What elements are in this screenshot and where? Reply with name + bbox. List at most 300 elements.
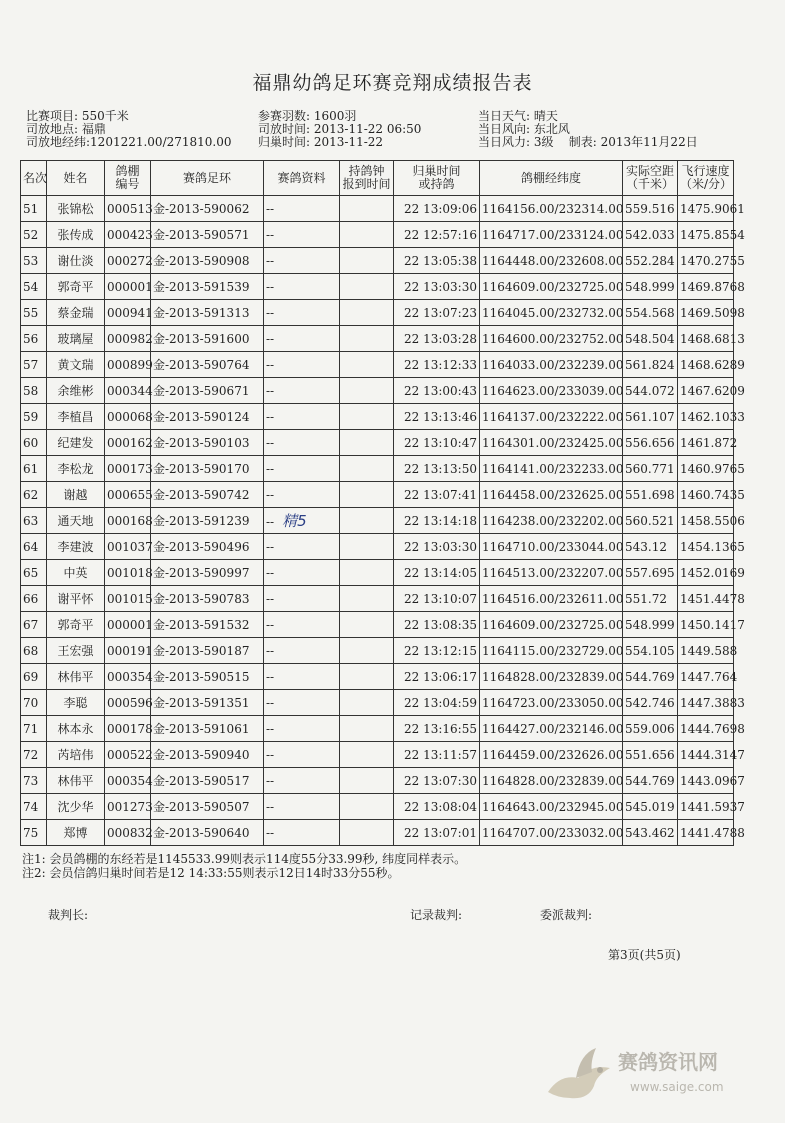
cell-arrival-time: 22 13:07:01: [394, 820, 480, 846]
cell-distance: 561.107: [623, 404, 678, 430]
cell-loft-id: 000162: [105, 430, 151, 456]
cell-speed: 1452.0169: [678, 560, 734, 586]
cell-distance: 557.695: [623, 560, 678, 586]
cell-speed: 1469.5098: [678, 300, 734, 326]
cell-name: 玻璃屋: [47, 326, 105, 352]
cell-distance: 560.521: [623, 508, 678, 534]
cell-pigeon-info: --: [264, 768, 340, 794]
cell-arrival-time: 22 13:06:17: [394, 664, 480, 690]
cell-speed: 1444.7698: [678, 716, 734, 742]
cell-ring: 金-2013-590783: [151, 586, 264, 612]
cell-speed: 1449.588: [678, 638, 734, 664]
table-row: [21, 482, 734, 508]
table-row: [21, 352, 734, 378]
cell-speed: 1444.3147: [678, 742, 734, 768]
chief-judge-label: 裁判长:: [48, 908, 89, 922]
cell-distance: 551.72: [623, 586, 678, 612]
cell-arrival-time: 22 13:04:59: [394, 690, 480, 716]
cell-ring: 金-2013-590908: [151, 248, 264, 274]
cell-rank: 65: [21, 560, 47, 586]
table-row: [21, 820, 734, 846]
cell-clock-time: [340, 248, 394, 274]
cell-speed: 1450.1417: [678, 612, 734, 638]
cell-loft-coord: 1164137.00/232222.00: [480, 404, 623, 430]
cell-speed: 1447.764: [678, 664, 734, 690]
cell-arrival-time: 22 13:08:04: [394, 794, 480, 820]
cell-pigeon-info: --: [264, 274, 340, 300]
cell-arrival-time: 22 13:12:33: [394, 352, 480, 378]
cell-ring: 金-2013-591061: [151, 716, 264, 742]
cell-arrival-time: 22 13:13:46: [394, 404, 480, 430]
cell-name: 王宏强: [47, 638, 105, 664]
cell-speed: 1460.9765: [678, 456, 734, 482]
cell-distance: 552.284: [623, 248, 678, 274]
cell-name: 沈少华: [47, 794, 105, 820]
cell-distance: 545.019: [623, 794, 678, 820]
cell-distance: 544.769: [623, 768, 678, 794]
info-middle: [258, 110, 421, 149]
cell-distance: 551.656: [623, 742, 678, 768]
cell-loft-id: 000001: [105, 274, 151, 300]
cell-arrival-time: 22 13:03:30: [394, 534, 480, 560]
table-row: [21, 430, 734, 456]
cell-pigeon-info: --: [264, 430, 340, 456]
table-row: [21, 326, 734, 352]
cell-rank: 59: [21, 404, 47, 430]
cell-name: 张传成: [47, 222, 105, 248]
cell-clock-time: [340, 508, 394, 534]
cell-loft-id: 000423: [105, 222, 151, 248]
cell-speed: 1475.9061: [678, 196, 734, 222]
cell-distance: 544.769: [623, 664, 678, 690]
cell-name: 余维彬: [47, 378, 105, 404]
cell-pigeon-info: --: [264, 690, 340, 716]
cell-rank: 72: [21, 742, 47, 768]
cell-loft-id: 000272: [105, 248, 151, 274]
table-row: [21, 196, 734, 222]
cell-distance: 548.999: [623, 612, 678, 638]
cell-rank: 62: [21, 482, 47, 508]
cell-speed: 1470.2755: [678, 248, 734, 274]
cell-clock-time: [340, 430, 394, 456]
cell-distance: 560.771: [623, 456, 678, 482]
table-row: [21, 560, 734, 586]
cell-rank: 66: [21, 586, 47, 612]
page-number: 第3页(共5页): [608, 948, 681, 962]
cell-name: 林伟平: [47, 664, 105, 690]
cell-arrival-time: 22 13:11:57: [394, 742, 480, 768]
entries-info: 参赛羽数: 1600羽: [258, 109, 357, 123]
cell-rank: 51: [21, 196, 47, 222]
cell-arrival-time: 22 13:07:41: [394, 482, 480, 508]
cell-loft-coord: 1164238.00/232202.00: [480, 508, 623, 534]
cell-pigeon-info: --: [264, 300, 340, 326]
cell-speed: 1468.6813: [678, 326, 734, 352]
note-2: 注2: 会员信鸽归巢时间若是12 14:33:55则表示12日14时33分55秒。: [22, 866, 400, 880]
watermark-text: 赛鸽资讯网: [618, 1050, 718, 1074]
cell-loft-id: 000899: [105, 352, 151, 378]
table-row: [21, 768, 734, 794]
cell-rank: 54: [21, 274, 47, 300]
cell-speed: 1461.872: [678, 430, 734, 456]
cell-loft-coord: 1164828.00/232839.00: [480, 768, 623, 794]
cell-clock-time: [340, 482, 394, 508]
cell-speed: 1443.0967: [678, 768, 734, 794]
cell-ring: 金-2013-590124: [151, 404, 264, 430]
cell-loft-id: 001273: [105, 794, 151, 820]
cell-loft-coord: 1164156.00/232314.00: [480, 196, 623, 222]
cell-distance: 543.12: [623, 534, 678, 560]
cell-speed: 1460.7435: [678, 482, 734, 508]
appointed-judge-label: 委派裁判:: [540, 908, 593, 922]
cell-clock-time: [340, 690, 394, 716]
cell-loft-coord: 1164459.00/232626.00: [480, 742, 623, 768]
cell-loft-id: 000168: [105, 508, 151, 534]
header-rank: 名次: [21, 161, 47, 196]
cell-arrival-time: 22 13:14:18: [394, 508, 480, 534]
cell-loft-coord: 1164516.00/232611.00: [480, 586, 623, 612]
cell-rank: 69: [21, 664, 47, 690]
wind-dir-info: 当日风向: 东北风: [478, 122, 570, 136]
cell-distance: 542.033: [623, 222, 678, 248]
table-row: [21, 716, 734, 742]
info-left: [26, 110, 232, 149]
cell-arrival-time: 22 13:13:50: [394, 456, 480, 482]
watermark-logo: [540, 1034, 740, 1108]
cell-speed: 1441.5937: [678, 794, 734, 820]
cell-pigeon-info: --: [264, 196, 340, 222]
table-row: [21, 456, 734, 482]
cell-arrival-time: 22 13:03:30: [394, 274, 480, 300]
note-1: 注1: 会员鸽棚的东经若是1145533.99则表示114度55分33.99秒, 纬度同样表示。: [22, 852, 467, 866]
cell-pigeon-info: --: [264, 820, 340, 846]
cell-arrival-time: 22 13:03:28: [394, 326, 480, 352]
cell-clock-time: [340, 716, 394, 742]
cell-name: 黄文瑞: [47, 352, 105, 378]
cell-loft-id: 000068: [105, 404, 151, 430]
cell-rank: 57: [21, 352, 47, 378]
cell-pigeon-info: --: [264, 222, 340, 248]
table-row: [21, 300, 734, 326]
weather-info: 当日天气: 晴天: [478, 109, 558, 123]
cell-arrival-time: 22 13:14:05: [394, 560, 480, 586]
results-table: [20, 160, 745, 846]
cell-pigeon-info: --: [264, 404, 340, 430]
header-loft-id: 鸽棚 编号: [105, 161, 151, 196]
table-row: [21, 586, 734, 612]
cell-distance: 556.656: [623, 430, 678, 456]
cell-ring: 金-2013-590997: [151, 560, 264, 586]
cell-rank: 53: [21, 248, 47, 274]
cell-rank: 73: [21, 768, 47, 794]
header-clock-time: 持鸽钟 报到时间: [340, 161, 394, 196]
cell-clock-time: [340, 768, 394, 794]
cell-name: 蔡金瑞: [47, 300, 105, 326]
cell-loft-coord: 1164828.00/232839.00: [480, 664, 623, 690]
cell-loft-coord: 1164707.00/233032.00: [480, 820, 623, 846]
cell-loft-coord: 1164643.00/232945.00: [480, 794, 623, 820]
cell-loft-coord: 1164723.00/233050.00: [480, 690, 623, 716]
cell-rank: 70: [21, 690, 47, 716]
cell-name: 林本永: [47, 716, 105, 742]
wind-force-info: [478, 136, 698, 149]
cell-clock-time: [340, 274, 394, 300]
header-arrival-time: 归巢时间 或持鸽: [394, 161, 480, 196]
recorder-label: 记录裁判:: [410, 908, 463, 922]
cell-ring: 金-2013-590671: [151, 378, 264, 404]
cell-name: 郭奇平: [47, 612, 105, 638]
release-coord-info: 司放地经纬:1201221.00/271810.00: [26, 135, 232, 149]
table-row: [21, 508, 734, 534]
cell-loft-coord: 1164045.00/232732.00: [480, 300, 623, 326]
cell-rank: 55: [21, 300, 47, 326]
cell-clock-time: [340, 560, 394, 586]
table-row: [21, 378, 734, 404]
cell-ring: 金-2013-590517: [151, 768, 264, 794]
table-header-row: [21, 161, 734, 196]
cell-pigeon-info: --: [264, 716, 340, 742]
cell-speed: 1475.8554: [678, 222, 734, 248]
cell-clock-time: [340, 820, 394, 846]
cell-rank: 56: [21, 326, 47, 352]
cell-loft-coord: 1164448.00/232608.00: [480, 248, 623, 274]
cell-loft-coord: 1164623.00/233039.00: [480, 378, 623, 404]
release-time-info: 司放时间: 2013-11-22 06:50: [258, 122, 422, 136]
report-title: 福鼎幼鸽足环赛竞翔成绩报告表: [252, 72, 533, 94]
table-body: [21, 196, 745, 846]
cell-rank: 58: [21, 378, 47, 404]
cell-loft-coord: 1164609.00/232725.00: [480, 612, 623, 638]
cell-speed: 1441.4788: [678, 820, 734, 846]
cell-ring: 金-2013-590103: [151, 430, 264, 456]
cell-rank: 67: [21, 612, 47, 638]
cell-rank: 71: [21, 716, 47, 742]
table-row: [21, 638, 734, 664]
cell-name: 李植昌: [47, 404, 105, 430]
cell-rank: 75: [21, 820, 47, 846]
cell-loft-id: 000344: [105, 378, 151, 404]
header-ring: 赛鸽足环: [151, 161, 264, 196]
cell-name: 谢平怀: [47, 586, 105, 612]
cell-name: 李松龙: [47, 456, 105, 482]
header-distance: 实际空距 （千米）: [623, 161, 678, 196]
header-speed: 飞行速度 （米/分）: [678, 161, 734, 196]
cell-name: 郑博: [47, 820, 105, 846]
cell-pigeon-info: --: [264, 456, 340, 482]
cell-speed: 1462.1033: [678, 404, 734, 430]
cell-clock-time: [340, 326, 394, 352]
cell-speed: 1451.4478: [678, 586, 734, 612]
cell-name: 通天地: [47, 508, 105, 534]
cell-distance: 543.462: [623, 820, 678, 846]
cell-loft-id: 001037: [105, 534, 151, 560]
cell-name: 张锦松: [47, 196, 105, 222]
watermark-url: www.saige.com: [630, 1080, 724, 1094]
cell-clock-time: [340, 300, 394, 326]
cell-pigeon-info: --: [264, 664, 340, 690]
table-row: [21, 742, 734, 768]
cell-ring: 金-2013-591313: [151, 300, 264, 326]
cell-speed: 1447.3883: [678, 690, 734, 716]
cell-clock-time: [340, 352, 394, 378]
cell-loft-id: 000522: [105, 742, 151, 768]
cell-loft-coord: 1164600.00/232752.00: [480, 326, 623, 352]
cell-speed: 1469.8768: [678, 274, 734, 300]
cell-ring: 金-2013-590170: [151, 456, 264, 482]
cell-loft-id: 000001: [105, 612, 151, 638]
cell-arrival-time: 22 13:12:15: [394, 638, 480, 664]
cell-rank: 60: [21, 430, 47, 456]
cell-ring: 金-2013-591532: [151, 612, 264, 638]
cell-loft-id: 000191: [105, 638, 151, 664]
pigeon-logo-icon: [540, 1034, 620, 1108]
cell-ring: 金-2013-590062: [151, 196, 264, 222]
cell-name: 芮培伟: [47, 742, 105, 768]
cell-name: 李聪: [47, 690, 105, 716]
cell-speed: 1458.5506: [678, 508, 734, 534]
cell-pigeon-info: --: [264, 534, 340, 560]
cell-arrival-time: 22 13:09:06: [394, 196, 480, 222]
cell-distance: 561.824: [623, 352, 678, 378]
cell-loft-coord: 1164717.00/233124.00: [480, 222, 623, 248]
cell-clock-time: [340, 612, 394, 638]
header-name: 姓名: [47, 161, 105, 196]
cell-pigeon-info: --: [264, 794, 340, 820]
cell-clock-time: [340, 404, 394, 430]
cell-distance: 551.698: [623, 482, 678, 508]
cell-ring: 金-2013-590515: [151, 664, 264, 690]
cell-loft-id: 000178: [105, 716, 151, 742]
cell-ring: 金-2013-591351: [151, 690, 264, 716]
cell-arrival-time: 22 13:05:38: [394, 248, 480, 274]
cell-name: 谢越: [47, 482, 105, 508]
return-time-info: 归巢时间: 2013-11-22: [258, 135, 384, 149]
cell-speed: 1467.6209: [678, 378, 734, 404]
cell-pigeon-info: --: [264, 248, 340, 274]
cell-pigeon-info: --: [264, 482, 340, 508]
cell-speed: 1454.1365: [678, 534, 734, 560]
cell-loft-id: 000832: [105, 820, 151, 846]
cell-name: 林伟平: [47, 768, 105, 794]
cell-ring: 金-2013-591539: [151, 274, 264, 300]
cell-loft-id: 000354: [105, 664, 151, 690]
cell-loft-id: 000173: [105, 456, 151, 482]
cell-clock-time: [340, 664, 394, 690]
table-row: [21, 274, 734, 300]
cell-name: 中英: [47, 560, 105, 586]
cell-arrival-time: 22 12:57:16: [394, 222, 480, 248]
cell-arrival-time: 22 13:08:35: [394, 612, 480, 638]
cell-loft-coord: 1164458.00/232625.00: [480, 482, 623, 508]
cell-pigeon-info: -- 精5: [264, 508, 340, 534]
cell-ring: 金-2013-590496: [151, 534, 264, 560]
cell-loft-coord: 1164513.00/232207.00: [480, 560, 623, 586]
table-row: [21, 794, 734, 820]
notes: [22, 852, 466, 880]
table-row: [21, 664, 734, 690]
cell-loft-id: 000596: [105, 690, 151, 716]
cell-arrival-time: 22 13:10:47: [394, 430, 480, 456]
cell-arrival-time: 22 13:07:23: [394, 300, 480, 326]
cell-name: 李建波: [47, 534, 105, 560]
cell-pigeon-info: --: [264, 612, 340, 638]
cell-rank: 61: [21, 456, 47, 482]
cell-distance: 554.105: [623, 638, 678, 664]
cell-clock-time: [340, 742, 394, 768]
cell-arrival-time: 22 13:07:30: [394, 768, 480, 794]
cell-ring: 金-2013-591600: [151, 326, 264, 352]
cell-name: 郭奇平: [47, 274, 105, 300]
cell-clock-time: [340, 222, 394, 248]
cell-ring: 金-2013-590507: [151, 794, 264, 820]
cell-ring: 金-2013-590764: [151, 352, 264, 378]
cell-distance: 548.504: [623, 326, 678, 352]
cell-rank: 63: [21, 508, 47, 534]
table-row: [21, 534, 734, 560]
cell-loft-coord: 1164115.00/232729.00: [480, 638, 623, 664]
table-row: [21, 222, 734, 248]
cell-distance: 559.006: [623, 716, 678, 742]
cell-clock-time: [340, 378, 394, 404]
cell-loft-id: 000655: [105, 482, 151, 508]
cell-distance: 554.568: [623, 300, 678, 326]
cell-distance: 544.072: [623, 378, 678, 404]
cell-loft-coord: 1164710.00/233044.00: [480, 534, 623, 560]
cell-distance: 559.516: [623, 196, 678, 222]
cell-arrival-time: 22 13:10:07: [394, 586, 480, 612]
release-place-info: 司放地点: 福鼎: [26, 122, 106, 136]
cell-rank: 52: [21, 222, 47, 248]
cell-clock-time: [340, 456, 394, 482]
cell-loft-coord: 1164427.00/232146.00: [480, 716, 623, 742]
cell-ring: 金-2013-590640: [151, 820, 264, 846]
cell-loft-id: 000513: [105, 196, 151, 222]
made-date-text: 制表: 2013年11月22日: [568, 135, 698, 149]
cell-ring: 金-2013-590571: [151, 222, 264, 248]
cell-rank: 68: [21, 638, 47, 664]
cell-ring: 金-2013-590187: [151, 638, 264, 664]
cell-rank: 74: [21, 794, 47, 820]
cell-pigeon-info: --: [264, 352, 340, 378]
cell-pigeon-info: --: [264, 560, 340, 586]
cell-arrival-time: 22 13:00:43: [394, 378, 480, 404]
cell-loft-coord: 1164609.00/232725.00: [480, 274, 623, 300]
cell-pigeon-info: --: [264, 742, 340, 768]
cell-loft-id: 000982: [105, 326, 151, 352]
cell-distance: 542.746: [623, 690, 678, 716]
cell-pigeon-info: --: [264, 378, 340, 404]
cell-loft-id: 000354: [105, 768, 151, 794]
cell-distance: 548.999: [623, 274, 678, 300]
wind-force-text: 当日风力: 3级: [478, 135, 554, 149]
cell-clock-time: [340, 638, 394, 664]
table-row: [21, 612, 734, 638]
cell-pigeon-info: --: [264, 326, 340, 352]
handwritten-note: 精5: [282, 512, 307, 530]
cell-ring: 金-2013-591239: [151, 508, 264, 534]
table-row: [21, 690, 734, 716]
cell-name: 纪建发: [47, 430, 105, 456]
header-pigeon-info: 赛鸽资料: [264, 161, 340, 196]
cell-name: 谢仕淡: [47, 248, 105, 274]
cell-rank: 64: [21, 534, 47, 560]
cell-clock-time: [340, 794, 394, 820]
cell-loft-coord: 1164141.00/232233.00: [480, 456, 623, 482]
cell-clock-time: [340, 196, 394, 222]
cell-ring: 金-2013-590742: [151, 482, 264, 508]
cell-loft-coord: 1164033.00/232239.00: [480, 352, 623, 378]
cell-loft-id: 001018: [105, 560, 151, 586]
